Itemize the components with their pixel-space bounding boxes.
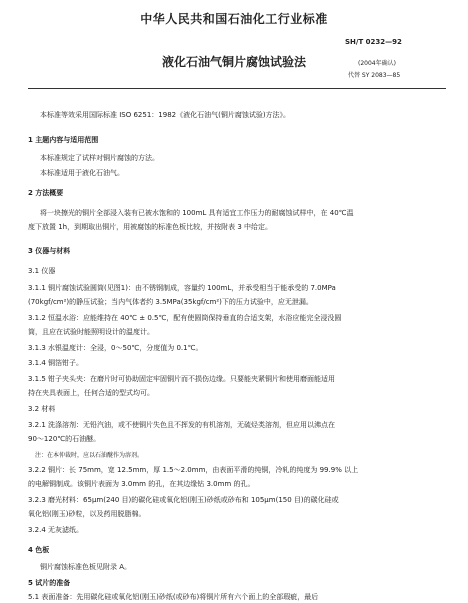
item-3-1-4: 3.1.4 铜箔钳子。 <box>28 359 84 367</box>
item-3-1-1-line-2: (70kgf/cm²)的静压试验；当内气体者约 3.5MPa(35kgf/cm²)下的压力试验中，应无泄漏。 <box>28 298 313 306</box>
item-3-2-3-line-1: 3.2.3 磨光材料：65μm(240 目)的碳化硅或氧化铝(刚玉)砂纸或砂布和 105μm(150 目)的碳化硅或 <box>28 496 339 504</box>
item-5-1-line-1: 5.1 表面准备：先用碳化硅或氧化铝(刚玉)砂纸(或砂布)将铜片所有六个面上的全部瑕疵，最后 <box>28 593 319 601</box>
section-1-heading: 1 主题内容与适用范围 <box>28 136 99 144</box>
document-title: 液化石油气铜片腐蚀试验法 <box>161 55 306 69</box>
item-3-2-3-line-2: 氧化铝(刚玉)砂粒，以及药用脱脂棉。 <box>28 510 146 518</box>
section-1-paragraph-2: 本标准适用于液化石油气。 <box>40 169 124 177</box>
subsection-3-1-heading: 3.1 仪器 <box>28 267 56 275</box>
item-3-2-2-line-2: 的电解铜制成。该铜片表面为 3.0mm 的孔，在其边缘钻 3.0mm 的孔。 <box>28 480 255 488</box>
item-3-1-5-line-1: 3.1.5 钳子夹头夹：在磨片时可协助固定牢固铜片而不损伤边缘。只要能夹紧铜片和使用磨面能适用 <box>28 375 336 383</box>
section-2-line-1: 将一块擦光的铜片全部浸入装有已被水饱和的 100mL 具有适宜工作压力的耐腐蚀试样中，在 40℃温 <box>40 209 354 217</box>
item-3-1-1-line-1: 3.1.1 铜片腐蚀试验圆筒(见图1)：由不锈钢制成，容量约 100mL，并承受相当于能承受的 7.0MPa <box>28 284 336 292</box>
org-title: 中华人民共和国石油化工行业标准 <box>140 12 328 26</box>
item-3-2-1-line-1: 3.2.1 洗涤溶剂：无铅汽油，或不使铜片失色且不挥发的有机溶剂，无硫烃类溶剂，但应用以沸点在 <box>28 421 336 429</box>
section-2-line-2: 度下放置 1h，到期取出铜片，用被腐蚀的标准色板比较，并按附表 3 中给定。 <box>28 223 273 231</box>
subsection-3-2-heading: 3.2 材料 <box>28 405 56 413</box>
note-text: 注：在本仲裁时，应以石油醚作为溶剂。 <box>35 452 144 459</box>
intro-paragraph: 本标准等效采用国际标准 ISO 6251：1982《液化石油气(铜片腐蚀试验)方法》。 <box>40 111 291 119</box>
section-2-heading: 2 方法概要 <box>28 189 64 197</box>
section-4-paragraph: 铜片腐蚀标准色板见附录 A。 <box>40 563 132 571</box>
replaces-note: 代替 SY 2083—85 <box>348 72 401 79</box>
item-3-2-2-line-1: 3.2.2 铜片：长 75mm，宽 12.5mm，厚 1.5～2.0mm，由表面平滑的纯铜，冷轧的纯度为 99.9% 以上 <box>28 466 359 474</box>
section-5-heading: 5 试片的准备 <box>28 579 71 587</box>
section-1-paragraph-1: 本标准规定了试样对铜片腐蚀的方法。 <box>40 154 159 162</box>
section-3-heading: 3 仪器与材料 <box>28 247 71 255</box>
item-3-1-5-line-2: 持在夹具表面上，任何合适的型式均可。 <box>28 389 154 397</box>
item-3-1-3: 3.1.3 水银温度计：全浸，0～50℃，分度值为 0.1℃。 <box>28 344 203 352</box>
section-4-heading: 4 色板 <box>28 546 50 554</box>
item-3-2-1-line-2: 90～120℃的石油醚。 <box>28 435 101 443</box>
standard-code: SH/T 0232—92 <box>345 38 402 46</box>
item-3-1-2-line-1: 3.1.2 恒温水浴：应能维持在 40℃ ± 0.5℃，配有使圆筒保持垂直的合适支架，水浴应能完全浸没圆 <box>28 314 342 322</box>
item-3-2-4: 3.2.4 无灰滤纸。 <box>28 526 84 534</box>
item-3-1-2-line-2: 筒，且应在试验时能照明设计的温度计。 <box>28 328 154 336</box>
confirmation-note: (2004年确认) <box>358 60 396 67</box>
header-divider <box>28 88 446 89</box>
